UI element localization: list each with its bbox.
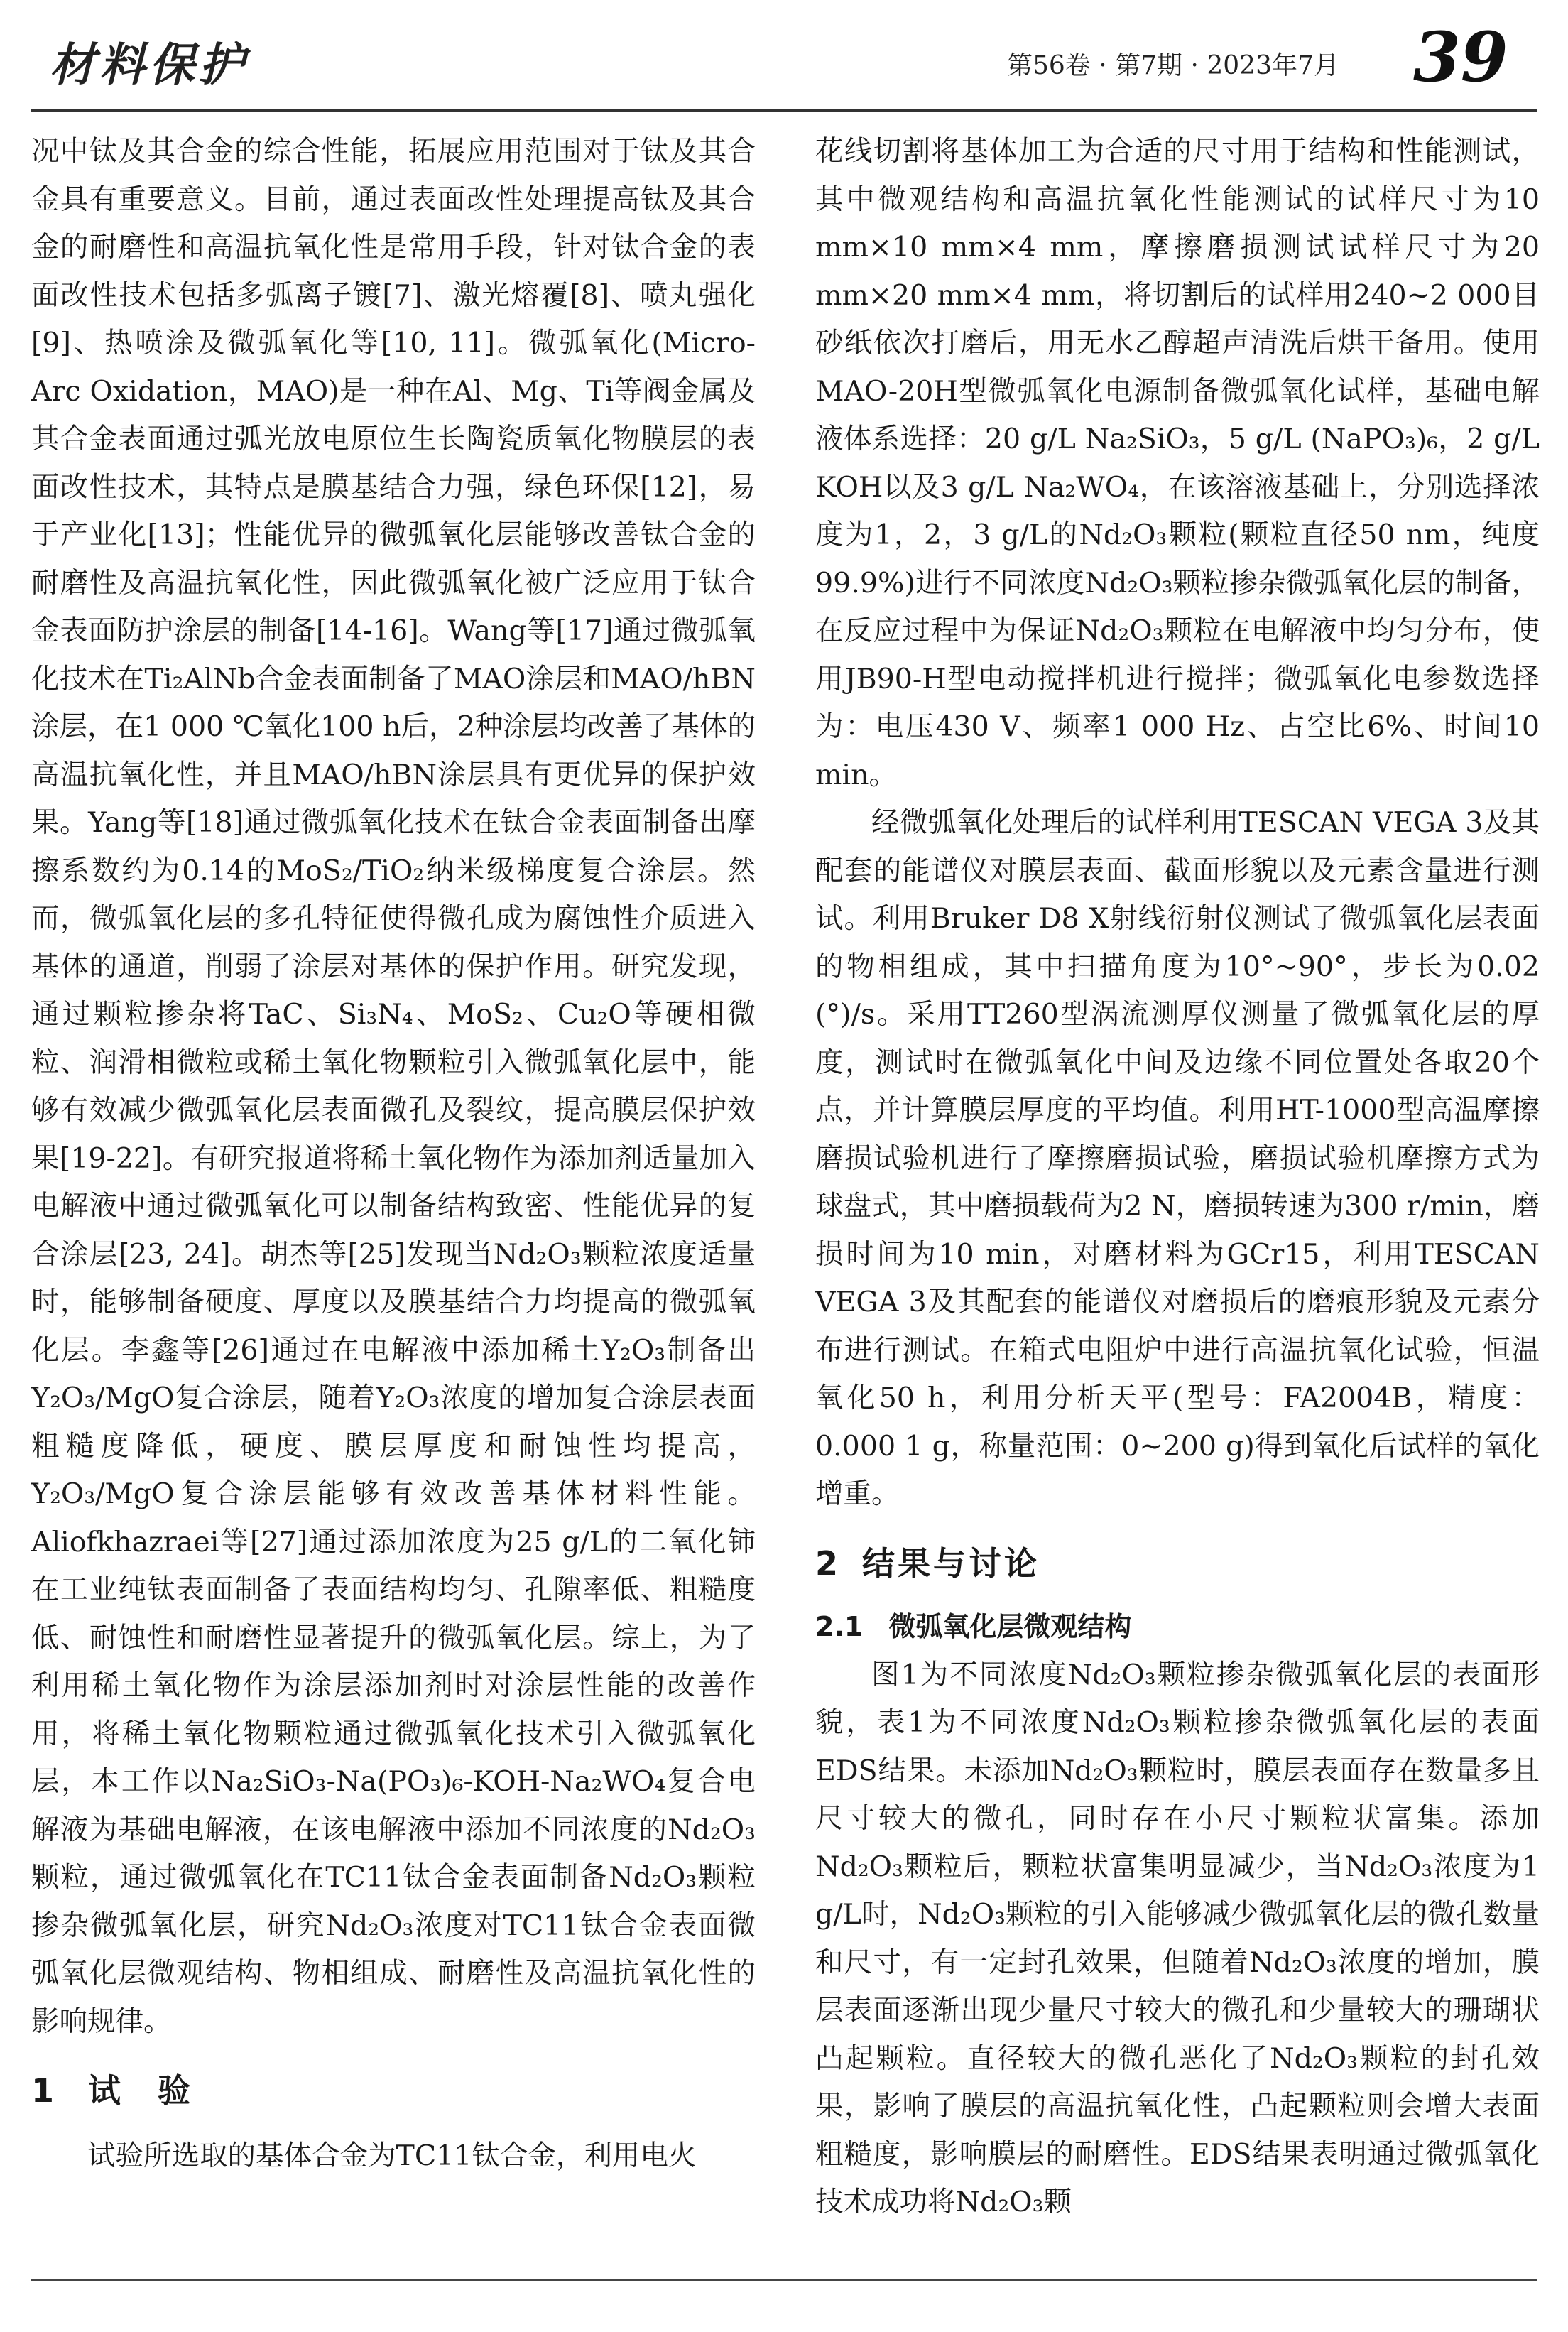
body-paragraph: 经微弧氧化处理后的试样利用TESCAN VEGA 3及其配套的能谱仪对膜层表面、截面形貌以及元素含量进行测试。利用Bruker D8 X射线衍射仪测试了微弧氧化层表面的物相组成，其中扫描角度为10°~90°，步长为0.02 (°)/s。采用TT260型涡流测厚仪测量了微弧氧化层的厚度，测试时在微弧氧化中间及边缘不同位置处各取20个点，并计算膜层厚度的平均值。利用HT-1000型高温摩擦磨损试验机进行了摩擦磨损试验，磨损试验机摩擦方式为球盘式，其中磨损载荷为2 N，磨损转速为300 r/min，磨损时间为10 min，对磨材料为GCr15，利用TESCAN VEGA 3及其配套的能谱仪对磨损后的磨痕形貌及元素分布进行测试。在箱式电阻炉中进行高温抗氧化试验，恒温氧化50 h，利用分析天平(型号：FA2004B，精度：0.000 1 g，称量范围：0~200 g)得到氧化后试样的氧化增重。 <box>815 806 1540 1510</box>
header-rule <box>31 109 1537 112</box>
section-number: 2 <box>815 1544 842 1583</box>
section-title: 试 验 <box>88 2071 204 2110</box>
journal-logo: 材料保护 <box>50 38 249 92</box>
left-column <box>31 128 756 2180</box>
body-paragraph: 试验所选取的基体合金为TC11钛合金，利用电火 <box>87 2139 697 2172</box>
right-column <box>815 128 1540 2227</box>
page-header <box>0 0 1568 114</box>
body-paragraph: 况中钛及其合金的综合性能，拓展应用范围对于钛及其合金具有重要意义。目前，通过表面改性处理提高钛及其合金的耐磨性和高温抗氧化性是常用手段，针对钛合金的表面改性技术包括多弧离子镀[7]、激光熔覆[8]、喷丸强化[9]、热喷涂及微弧氧化等[10, 11]。微弧氧化(Micro-Arc Oxidation，MAO)是一种在Al、Mg、Ti等阀金属及其合金表面通过弧光放电原位生长陶瓷质氧化物膜层的表面改性技术，其特点是膜基结合力强，绿色环保[12]，易于产业化[13]；性能优异的微弧氧化层能够改善钛合金的耐磨性及高温抗氧化性，因此微弧氧化被广泛应用于钛合金表面防护涂层的制备[14-16]。Wang等[17]通过微弧氧化技术在Ti₂AlNb合金表面制备了MAO涂层和MAO/hBN涂层，在1 000 ℃氧化100 h后，2种涂层均改善了基体的高温抗氧化性，并且MAO/hBN涂层具有更优异的保护效果。Yang等[18]通过微弧氧化技术在钛合金表面制备出摩擦系数约为0.14的MoS₂/TiO₂纳米级梯度复合涂层。然而，微弧氧化层的多孔特征使得微孔成为腐蚀性介质进入基体的通道，削弱了涂层对基体的保护作用。研究发现，通过颗粒掺杂将TaC、Si₃N₄、MoS₂、Cu₂O等硬相微粒、润滑相微粒或稀土氧化物颗粒引入微弧氧化层中，能够有效减少微弧氧化层表面微孔及裂纹，提高膜层保护效果[19-22]。有研究报道将稀土氧化物作为添加剂适量加入电解液中通过微弧氧化可以制备结构致密、性能优异的复合涂层[23, 24]。胡杰等[25]发现当Nd₂O₃颗粒浓度适量时，能够制备硬度、厚度以及膜基结合力均提高的微弧氧化层。李鑫等[26]通过在电解液中添加稀土Y₂O₃制备出Y₂O₃/MgO复合涂层，随着Y₂O₃浓度的增加复合涂层表面粗糙度降低，硬度、膜层厚度和耐蚀性均提高，Y₂O₃/MgO复合涂层能够有效改善基体材料性能。Aliofkhazraei等[27]通过添加浓度为25 g/L的二氧化铈在工业纯钛表面制备了表面结构均匀、孔隙率低、粗糙度低、耐蚀性和耐磨性显著提升的微弧氧化层。综上，为了利用稀土氧化物作为涂层添加剂时对涂层性能的改善作用，将稀土氧化物颗粒通过微弧氧化技术引入微弧氧化层，本工作以Na₂SiO₃-Na(PO₃)₆-KOH-Na₂WO₄复合电解液为基础电解液，在该电解液中添加不同浓度的Nd₂O₃颗粒，通过微弧氧化在TC11钛合金表面制备Nd₂O₃颗粒掺杂微弧氧化层，研究Nd₂O₃浓度对TC11钛合金表面微弧氧化层微观结构、物相组成、耐磨性及高温抗氧化性的影响规律。 <box>31 135 756 2038</box>
issue-info: 第56卷 · 第7期 · 2023年7月 <box>1007 51 1339 80</box>
body-paragraph: 花线切割将基体加工为合适的尺寸用于结构和性能测试，其中微观结构和高温抗氧化性能测试的试样尺寸为10 mm×10 mm×4 mm，摩擦磨损测试试样尺寸为20 mm×20 mm×4 mm，将切割后的试样用240~2 000目砂纸依次打磨后，用无水乙醇超声清洗后烘干备用。使用MAO-20H型微弧氧化电源制备微弧氧化试样，基础电解液体系选择：20 g/L Na₂SiO₃，5 g/L (NaPO₃)₆，2 g/L KOH以及3 g/L Na₂WO₄，在该溶液基础上，分别选择浓度为1，2，3 g/L的Nd₂O₃颗粒(颗粒直径50 nm，纯度99.9%)进行不同浓度Nd₂O₃颗粒掺杂微弧氧化层的制备，在反应过程中为保证Nd₂O₃颗粒在电解液中均匀分布，使用JB90-H型电动搅拌机进行搅拌；微弧氧化电参数选择为：电压430 V、频率1 000 Hz、占空比6%、时间10 min。 <box>815 135 1540 791</box>
footer-rule <box>31 2279 1537 2281</box>
body-paragraph: 图1为不同浓度Nd₂O₃颗粒掺杂微弧氧化层的表面形貌，表1为不同浓度Nd₂O₃颗粒掺杂微弧氧化层的表面EDS结果。未添加Nd₂O₃颗粒时，膜层表面存在数量多且尺寸较大的微孔，同时存在小尺寸颗粒状富集。添加Nd₂O₃颗粒后，颗粒状富集明显减少，当Nd₂O₃浓度为1 g/L时，Nd₂O₃颗粒的引入能够减少微弧氧化层的微孔数量和尺寸，有一定封孔效果，但随着Nd₂O₃浓度的增加，膜层表面逐渐出现少量尺寸较大的微孔和少量较大的珊瑚状凸起颗粒。直径较大的微孔恶化了Nd₂O₃颗粒的封孔效果，影响了膜层的高温抗氧化性，凸起颗粒则会增大表面粗糙度，影响膜层的耐磨性。EDS结果表明通过微弧氧化技术成功将Nd₂O₃颗 <box>815 1658 1540 2218</box>
section-heading <box>31 2067 756 2115</box>
subsection-number: 2.1 <box>815 1611 864 1642</box>
section-title: 结果与讨论 <box>862 1544 1040 1583</box>
section-heading <box>815 1540 1540 1588</box>
subsection-heading <box>815 1603 1540 1652</box>
section-number: 1 <box>31 2071 67 2110</box>
subsection-title: 微弧氧化层微观结构 <box>888 1611 1132 1642</box>
page-number: 39 <box>1413 17 1508 97</box>
